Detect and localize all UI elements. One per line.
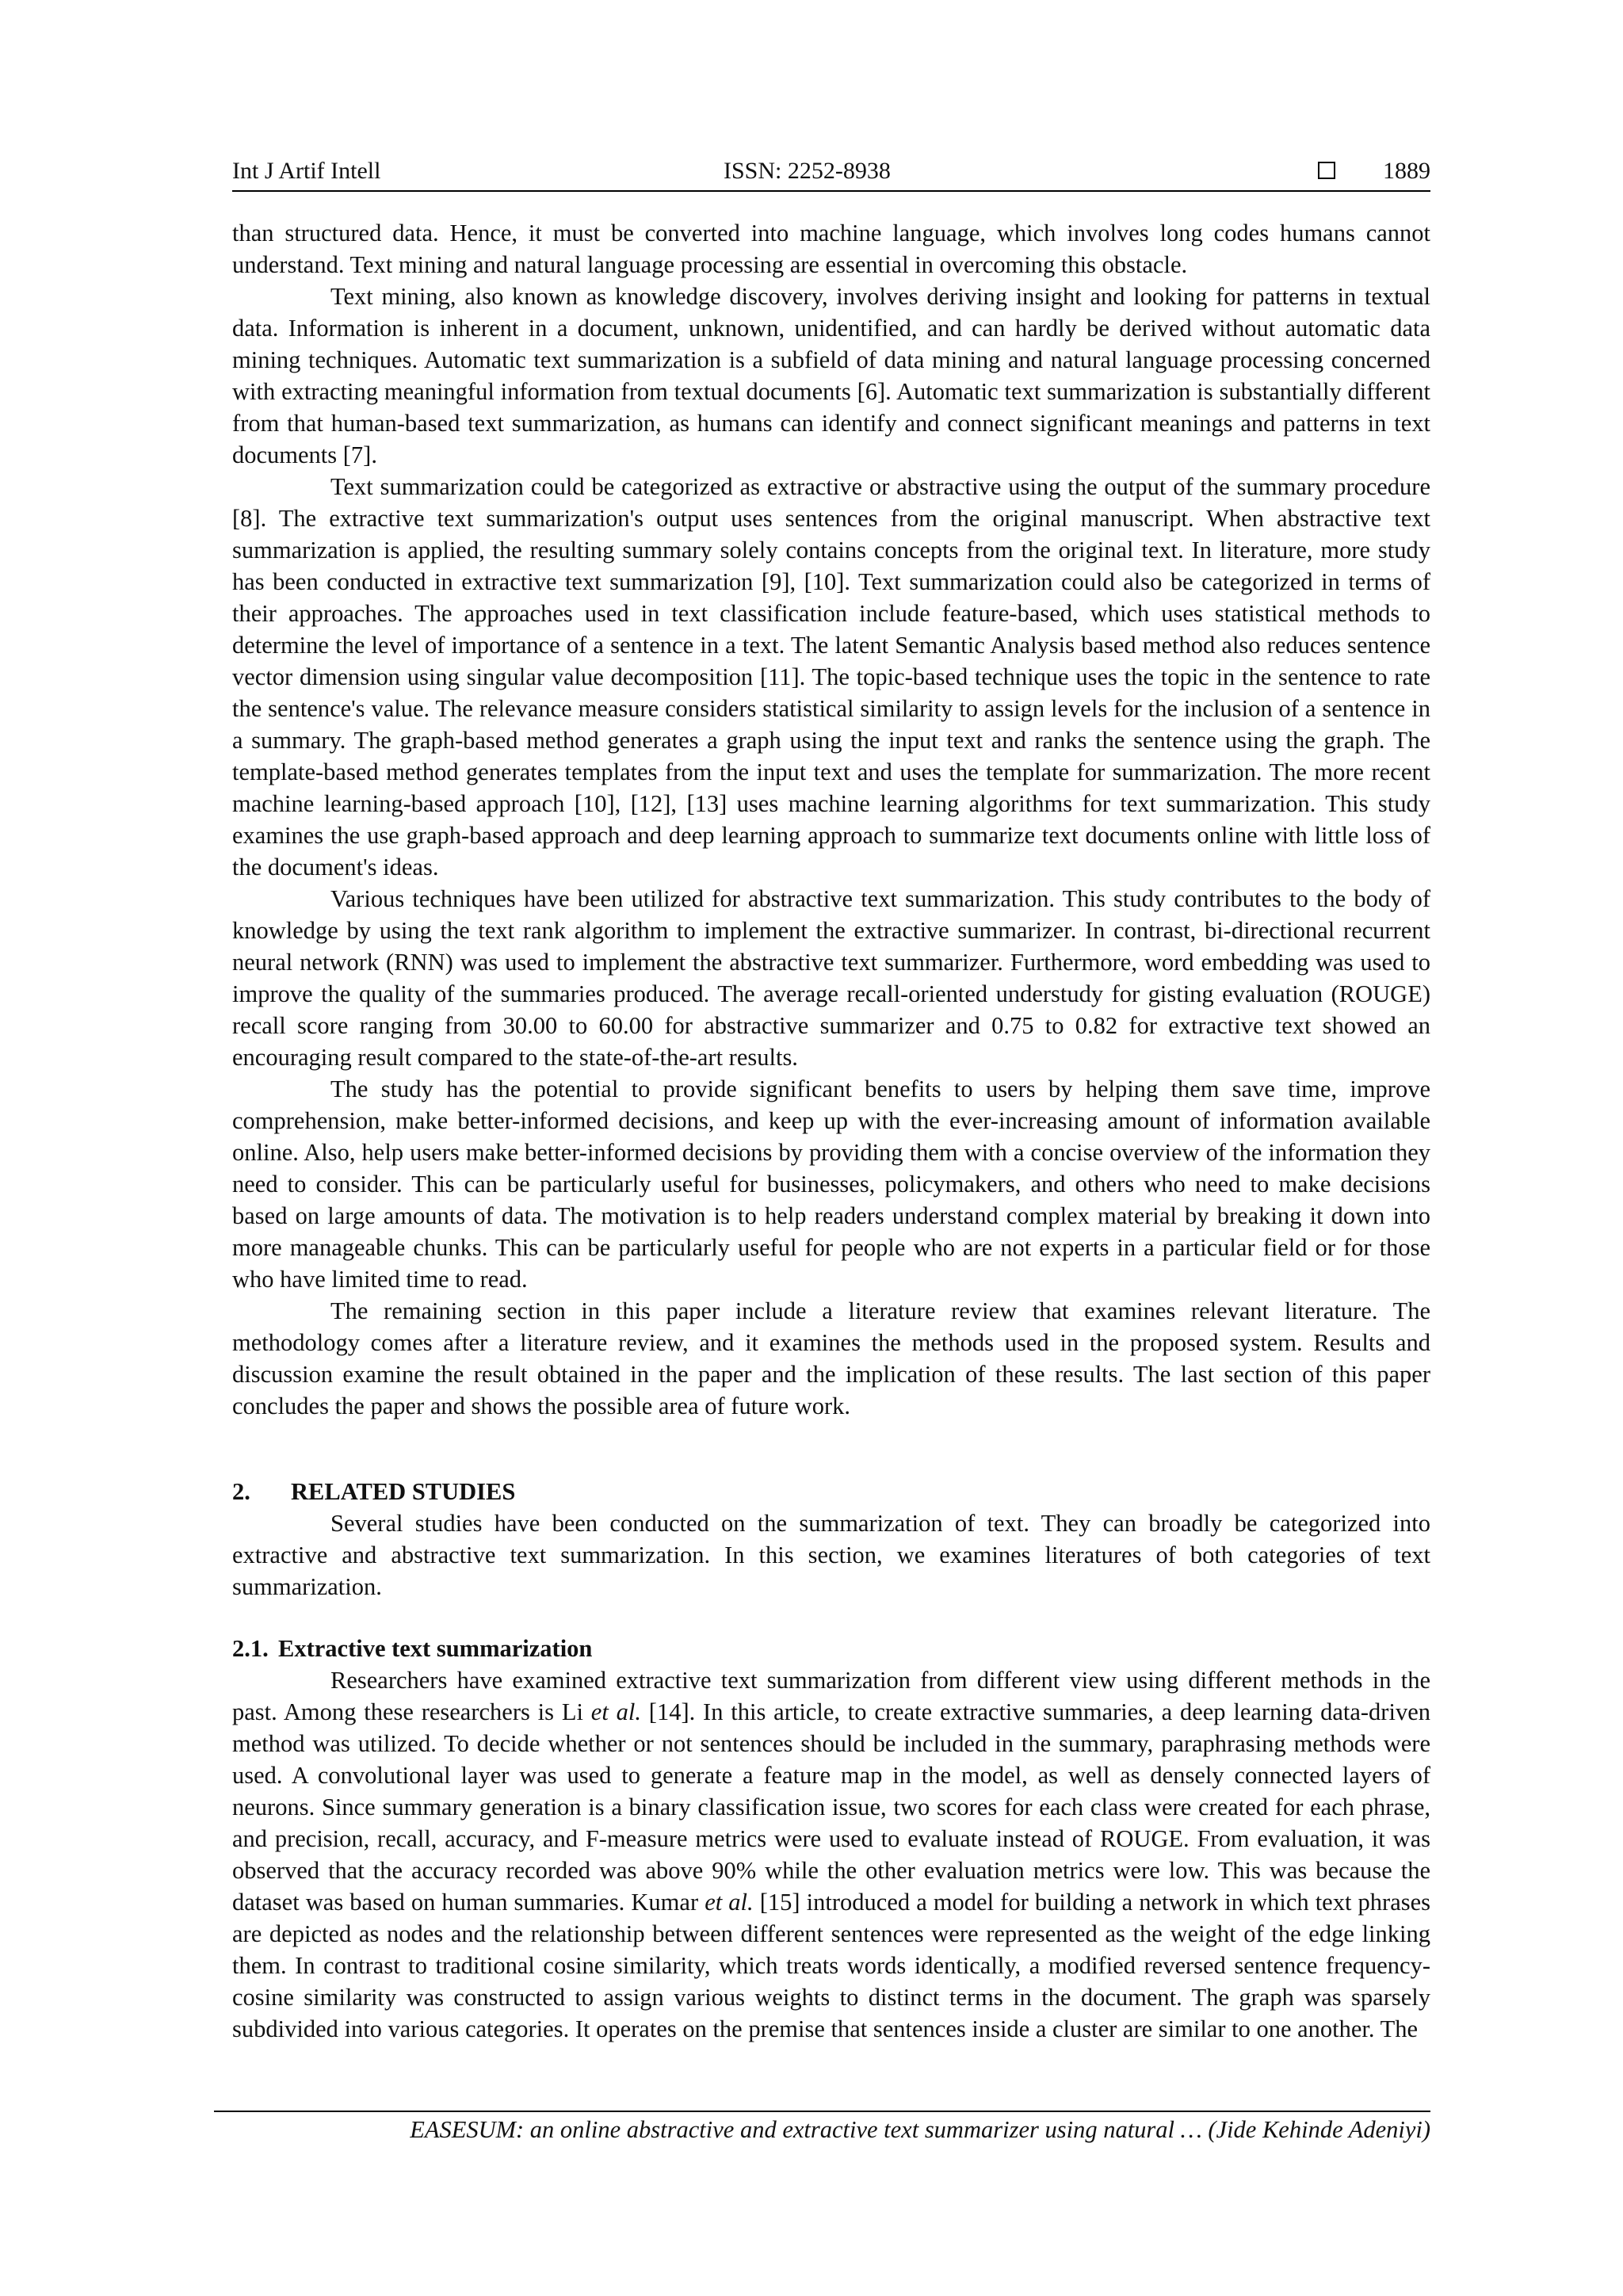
page-number: 1889 xyxy=(1383,158,1430,184)
et-al-italic: et al. xyxy=(705,1889,754,1916)
intro-paragraph-6: The remaining section in this paper include a literature review that examines relevant literature. The methodology comes after a literature review, and it examines the methods used in the proposed system. Results and discussion examine the result obtained in the paper and the implication of these results. The last section of this paper concludes the paper and shows the possible area of future work. xyxy=(232,1297,1430,1419)
intro-paragraph-2: Text mining, also known as knowledge discovery, involves deriving insight and looking for patterns in textual data. Information is inherent in a document, unknown, unidentified, and can hardly be derived without automatic data mining techniques. Automatic text summarization is a subfield of data mining and natural language processing concerned with extracting meaningful information from textual documents [6]. Automatic text summarization is substantially different from that human-based text summarization, as humans can identify and connect significant meanings and patterns in text documents [7]. xyxy=(232,283,1430,468)
page-footer xyxy=(214,2111,1430,2145)
intro-paragraph-4: Various techniques have been utilized for abstractive text summarization. This study contributes to the body of knowledge by using the text rank algorithm to implement the extractive summarizer. In contrast, bi-directional recurrent neural network (RNN) was used to implement the abstractive text summarizer. Furthermore, word embedding was used to improve the quality of the summaries produced. The average recall-oriented understudy for gisting evaluation (ROUGE) recall score ranging from 30.00 to 60.00 for abstractive summarizer and 0.75 to 0.82 for extractive text showed an encouraging result compared to the state-of-the-art results. xyxy=(232,885,1430,1071)
intro-paragraph-3: Text summarization could be categorized as extractive or abstractive using the output of the summary procedure [8]. The extractive text summarization's output uses sentences from the original manuscript. When abstractive text summarization is applied, the resulting summary solely contains concepts from the original text. In literature, more study has been conducted in extractive text summarization [9], [10]. Text summarization could also be categorized in terms of their approaches. The approaches used in text classification include feature-based, which uses statistical methods to determine the level of importance of a sentence in a text. The latent Semantic Analysis based method also reduces sentence vector dimension using singular value decomposition [11]. The topic-based technique uses the topic in the sentence to rate the sentence's value. The relevance measure considers statistical similarity to assign levels for the inclusion of a sentence in a summary. The graph-based method generates a graph using the input text and ranks the sentence using the graph. The template-based method generates templates from the input text and uses the template for summarization. The more recent machine learning-based approach [10], [12], [13] uses machine learning algorithms for text summarization. This study examines the use graph-based approach and deep learning approach to summarize text documents online with little loss of the document's ideas. xyxy=(232,473,1430,881)
footer-citation: EASESUM: an online abstractive and extractive text summarizer using natural … (Jide Kehinde Adeniyi) xyxy=(410,2116,1430,2143)
section-number: 2. xyxy=(232,1478,250,1505)
square-icon xyxy=(1318,162,1335,179)
section2-1-paragraph-1 xyxy=(232,1664,1430,2045)
subsection-heading-extractive xyxy=(232,1633,1430,1664)
et-al-italic: et al. xyxy=(590,1698,641,1725)
journal-name: Int J Artif Intell xyxy=(232,158,381,184)
text-run: Researchers have examined extractive text summarization from different view using different methods in the past. Among these researchers is Li xyxy=(232,1667,1430,1725)
section2-paragraph-1: Several studies have been conducted on the summarization of text. They can broadly be categorized into extractive and abstractive text summarization. In this section, we examines literatures of both categories of text summarization. xyxy=(232,1510,1430,1600)
intro-paragraph-5: The study has the potential to provide significant benefits to users by helping them save time, improve comprehension, make better-informed decisions, and keep up with the ever-increasing amount of information available online. Also, help users make better-informed decisions by providing them with a concise overview of the information they need to consider. This can be particularly useful for businesses, policymakers, and others who need to make decisions based on large amounts of data. The motivation is to help readers understand complex material by breaking it down into more manageable chunks. This can be particularly useful for people who are not experts in a particular field or for those who have limited time to read. xyxy=(232,1075,1430,1293)
page-body xyxy=(232,217,1430,2045)
section-heading-related-studies xyxy=(232,1476,1430,1507)
subsection-number: 2.1. xyxy=(232,1635,269,1662)
section-title: RELATED STUDIES xyxy=(291,1478,516,1505)
intro-paragraph-1: than structured data. Hence, it must be converted into machine language, which involves long codes humans cannot understand. Text mining and natural language processing are essential in overcoming this obstacle. xyxy=(232,220,1430,278)
text-run: [15] introduced a model for building a network in which text phrases are depicted as nodes and the relationship between different sentences were represented as the weight of the edge linking them. In contrast to traditional cosine similarity, which treats words identically, a modified reversed sentence frequency-cosine similarity was constructed to assign various weights to distinct terms in the document. The graph was sparsely subdivided into various categories. It operates on the premise that sentences inside a cluster are similar to one another. The xyxy=(232,1889,1431,2042)
issn-label: ISSN: 2252-8938 xyxy=(724,158,891,184)
page-header xyxy=(232,155,1430,192)
text-run: [14]. In this article, to create extractive summaries, a deep learning data-driven method was utilized. To decide whether or not sentences should be included in the summary, paraphrasing methods were used. A convolutional layer was used to generate a feature map in the model, as well as densely connected layers of neurons. Since summary generation is a binary classification issue, two scores for each class were created for each phrase, and precision, recall, accuracy, and F-measure metrics were used to evaluate instead of ROUGE. From evaluation, it was observed that the accuracy recorded was above 90% while the other evaluation metrics were low. This was because the dataset was based on human summaries. Kumar xyxy=(232,1698,1430,1916)
subsection-title: Extractive text summarization xyxy=(278,1635,593,1662)
